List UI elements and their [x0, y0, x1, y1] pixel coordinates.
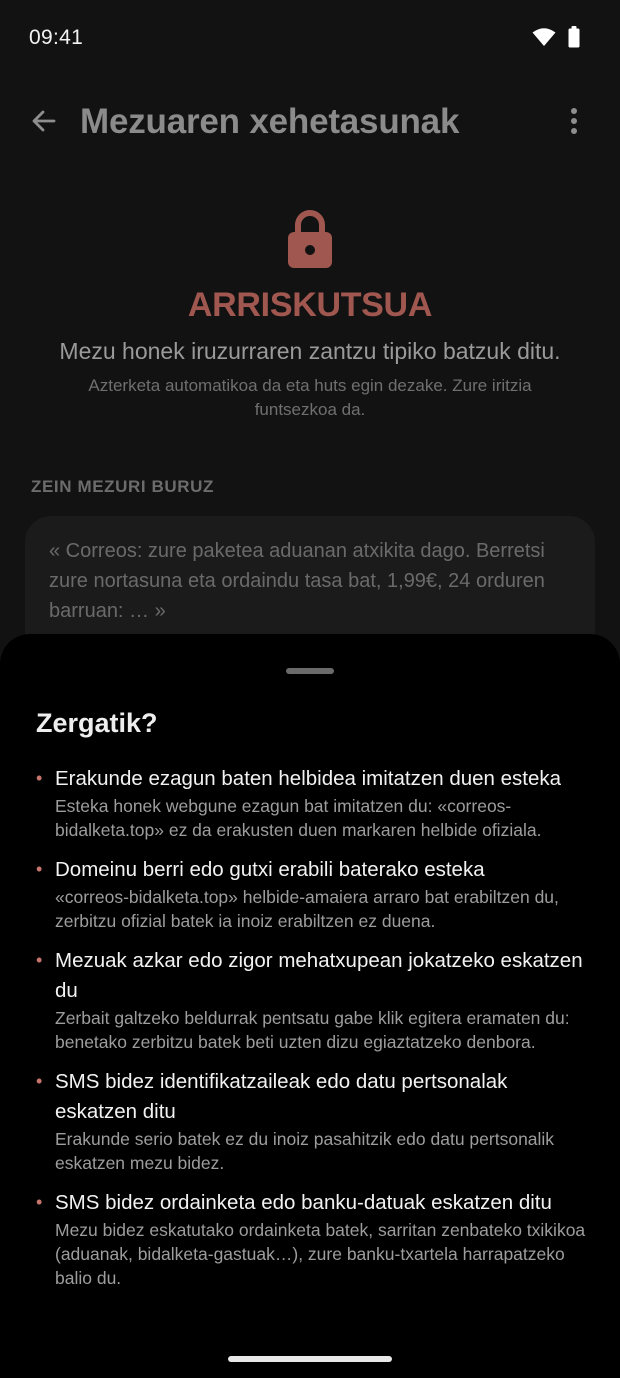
bullet-icon: •	[36, 768, 43, 788]
reason-description: Erakunde serio batek ez du inoiz pasahitzik edo datu pertsonalik eskatzen mezu bidez.	[55, 1129, 555, 1173]
reason-title: Erakunde ezagun baten helbidea imitatzen duen esteka	[55, 767, 562, 790]
verdict-disclaimer: Azterketa automatikoa da eta huts egin dezake. Zure iritzia funtsezkoa da.	[88, 376, 532, 419]
status-icons	[532, 26, 580, 53]
page-title: Mezuaren xehetasunak	[80, 102, 460, 141]
bullet-icon: •	[36, 1071, 43, 1091]
reason-description: Zerbait galtzeko beldurrak pentsatu gabe klik egitera eramaten du: benetako zerbitzu batek beti uzten dizu egiaztatzeko denbora.	[55, 1008, 570, 1052]
bullet-icon: •	[36, 950, 43, 970]
reason-description: «correos-bidalketa.top» helbide-amaiera arraro bat erabiltzen du, zerbitzu ofizial batek ia inoiz erabiltzen ez duena.	[55, 887, 559, 931]
bullet-icon: •	[36, 859, 43, 879]
reason-description: Esteka honek webgune ezagun bat imitatzen du: «correos-bidalketa.top» ez da erakusten duen markaren helbide ofiziala.	[55, 796, 542, 840]
back-button[interactable]	[24, 103, 64, 143]
status-bar	[0, 0, 620, 76]
sheet-title: Zergatik?	[36, 708, 158, 738]
reason-item	[36, 1067, 592, 1175]
reason-item	[36, 855, 592, 933]
battery-icon	[568, 26, 580, 53]
lock-icon	[287, 208, 333, 270]
home-indicator[interactable]	[228, 1356, 392, 1362]
reason-title: Mezuak azkar edo zigor mehatxupean jokatzeko eskatzen du	[55, 949, 583, 1002]
reason-title: SMS bidez identifikatzaileak edo datu pertsonalak eskatzen ditu	[55, 1070, 508, 1123]
sheet-drag-handle[interactable]	[286, 668, 334, 674]
reason-title: Domeinu berri edo gutxi erabili baterako esteka	[55, 858, 485, 881]
reason-description: Mezu bidez eskatutako ordainketa batek, sarritan zenbateko txikikoa (aduanak, bidalketa-gastuak…), zure banku-txartela harrapatzeko balio du.	[55, 1220, 586, 1288]
reason-item	[36, 764, 592, 842]
more-options-button[interactable]	[564, 103, 584, 143]
message-quote: « Correos: zure paketea aduanan atxikita dago. Berretsi zure nortasuna eta ordaindu tasa bat, 1,99€, 24 orduren barruan: … »	[49, 540, 545, 622]
app-bar	[0, 90, 620, 156]
verdict-summary: Mezu honek iruzurraren zantzu tipiko batzuk ditu.	[59, 338, 561, 364]
reason-title: SMS bidez ordainketa edo banku-datuak eskatzen ditu	[55, 1191, 552, 1214]
reason-item	[36, 1188, 592, 1290]
verdict-label: ARRISKUTSUA	[187, 286, 433, 324]
message-section-label: ZEIN MEZURI BURUZ	[31, 477, 215, 496]
arrow-back-icon	[30, 107, 58, 140]
bullet-icon: •	[36, 1192, 43, 1212]
reasons-bottom-sheet	[0, 634, 620, 1378]
wifi-icon	[532, 27, 556, 52]
reason-item	[36, 946, 592, 1054]
more-vert-icon	[570, 107, 578, 140]
status-time: 09:41	[29, 26, 84, 49]
reasons-list	[36, 764, 592, 1303]
